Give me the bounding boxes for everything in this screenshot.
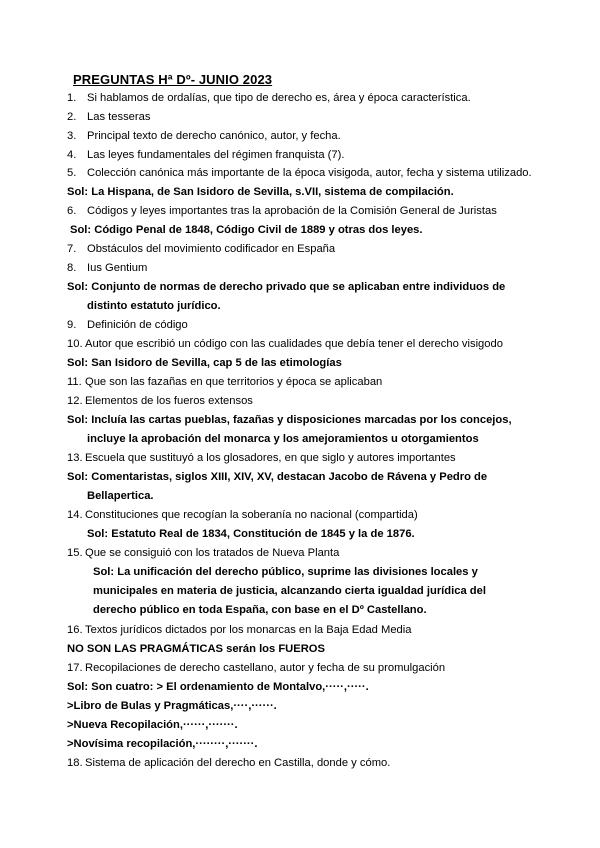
question-7: [67, 242, 335, 256]
question-text: Que son las fazañas en que territorios y época se aplicaban: [85, 376, 383, 388]
answer-13-continued: Bellapertica.: [87, 490, 154, 502]
answer-14: Sol: Estatuto Real de 1834, Constitución de 1845 y la de 1876.: [87, 528, 415, 540]
question-1: [67, 91, 471, 105]
question-13: [67, 451, 456, 465]
question-number: 13.: [67, 452, 83, 464]
question-number: 2.: [67, 111, 77, 123]
question-5: [67, 166, 532, 180]
question-18: [67, 756, 390, 770]
question-number: 8.: [67, 262, 77, 274]
question-10: [67, 337, 503, 351]
question-text: Obstáculos del movimiento codificador en España: [87, 243, 336, 255]
answer-16: NO SON LAS PRAGMÁTICAS serán los FUEROS: [67, 643, 325, 655]
question-number: 4.: [67, 149, 77, 161]
question-number: 12.: [67, 395, 83, 407]
question-15: [67, 546, 339, 560]
question-text: Definición de código: [87, 319, 188, 331]
answer-8: Sol: Conjunto de normas de derecho privado que se aplicaban entre individuos de: [67, 281, 506, 293]
question-number: 15.: [67, 547, 83, 559]
question-11: [67, 375, 382, 389]
question-text: Escuela que sustituyó a los glosadores, en que siglo y autores importantes: [85, 452, 456, 464]
question-16: [67, 623, 411, 637]
question-number: 11.: [67, 376, 82, 388]
question-text: Que se consiguió con los tratados de Nueva Planta: [85, 547, 340, 559]
question-number: 16.: [67, 624, 83, 636]
answer-12-continued: incluye la aprobación del monarca y los amejoramientos u otorgamientos: [87, 433, 479, 445]
question-2: [67, 110, 150, 124]
answer-5: Sol: La Hispana, de San Isidoro de Sevilla, s.VII, sistema de compilación.: [67, 186, 454, 198]
answer-15-line-1: Sol: La unificación del derecho público, suprime las divisiones locales y: [93, 566, 478, 578]
question-9: [67, 318, 188, 332]
page-title: PREGUNTAS Hª Dº- JUNIO 2023: [73, 72, 273, 87]
question-number: 14.: [67, 509, 83, 521]
question-number: 5.: [67, 167, 77, 179]
answer-17-line-1: Sol: Son cuatro: > El ordenamiento de Montalvo,·····,·····.: [67, 681, 369, 693]
answer-17-line-4: >Novísima recopilación,········,·······.: [67, 738, 258, 750]
question-number: 18.: [67, 757, 83, 769]
answer-15-line-2: municipales en materia de justicia, alcanzando cierta igualdad jurídica del: [93, 585, 486, 597]
question-text: Textos jurídicos dictados por los monarcas en la Baja Edad Media: [85, 624, 412, 636]
question-text: Sistema de aplicación del derecho en Castilla, donde y cómo.: [85, 757, 391, 769]
question-14: [67, 508, 418, 522]
question-text: Códigos y leyes importantes tras la aprobación de la Comisión General de Juristas: [87, 205, 497, 217]
question-text: Las tesseras: [87, 111, 151, 123]
question-4: [67, 148, 344, 162]
question-text: Colección canónica más importante de la época visigoda, autor, fecha y sistema utilizado.: [87, 167, 532, 179]
answer-10: Sol: San Isidoro de Sevilla, cap 5 de las etimologías: [67, 357, 342, 369]
answer-6: Sol: Código Penal de 1848, Código Civil de 1889 y otras dos leyes.: [70, 224, 423, 236]
question-text: Elementos de los fueros extensos: [85, 395, 253, 407]
question-3: [67, 129, 341, 143]
question-text: Ius Gentium: [87, 262, 148, 274]
question-text: Las leyes fundamentales del régimen franquista (7).: [87, 149, 345, 161]
question-text: Recopilaciones de derecho castellano, autor y fecha de su promulgación: [85, 662, 446, 674]
answer-17-line-3: >Nueva Recopilación,······,·······.: [67, 719, 238, 731]
question-number: 1.: [67, 92, 77, 104]
question-text: Constituciones que recogían la soberanía no nacional (compartida): [85, 509, 418, 521]
question-6: [67, 204, 497, 218]
question-12: [67, 394, 253, 408]
answer-13: Sol: Comentaristas, siglos XIII, XIV, XV, destacan Jacobo de Rávena y Pedro de: [67, 471, 488, 483]
question-number: 10.: [67, 338, 83, 350]
question-text: Principal texto de derecho canónico, autor, y fecha.: [87, 130, 341, 142]
answer-15-line-3: derecho público en toda España, con base en el Dº Castellano.: [93, 604, 427, 616]
question-8: [67, 261, 147, 275]
question-number: 7.: [67, 243, 77, 255]
question-number: 3.: [67, 130, 77, 142]
question-17: [67, 661, 445, 675]
question-number: 9.: [67, 319, 77, 331]
question-text: Si hablamos de ordalías, que tipo de derecho es, área y época característica.: [87, 92, 471, 104]
question-text: Autor que escribió un código con las cualidades que debía tener el derecho visigodo: [85, 338, 503, 350]
answer-17-line-2: >Libro de Bulas y Pragmáticas,····,······.: [67, 700, 277, 712]
question-number: 6.: [67, 205, 77, 217]
answer-8-continued: distinto estatuto jurídico.: [87, 300, 221, 312]
question-number: 17.: [67, 662, 83, 674]
answer-12: Sol: Incluía las cartas pueblas, fazañas y disposiciones marcadas por los concejos,: [67, 414, 512, 426]
